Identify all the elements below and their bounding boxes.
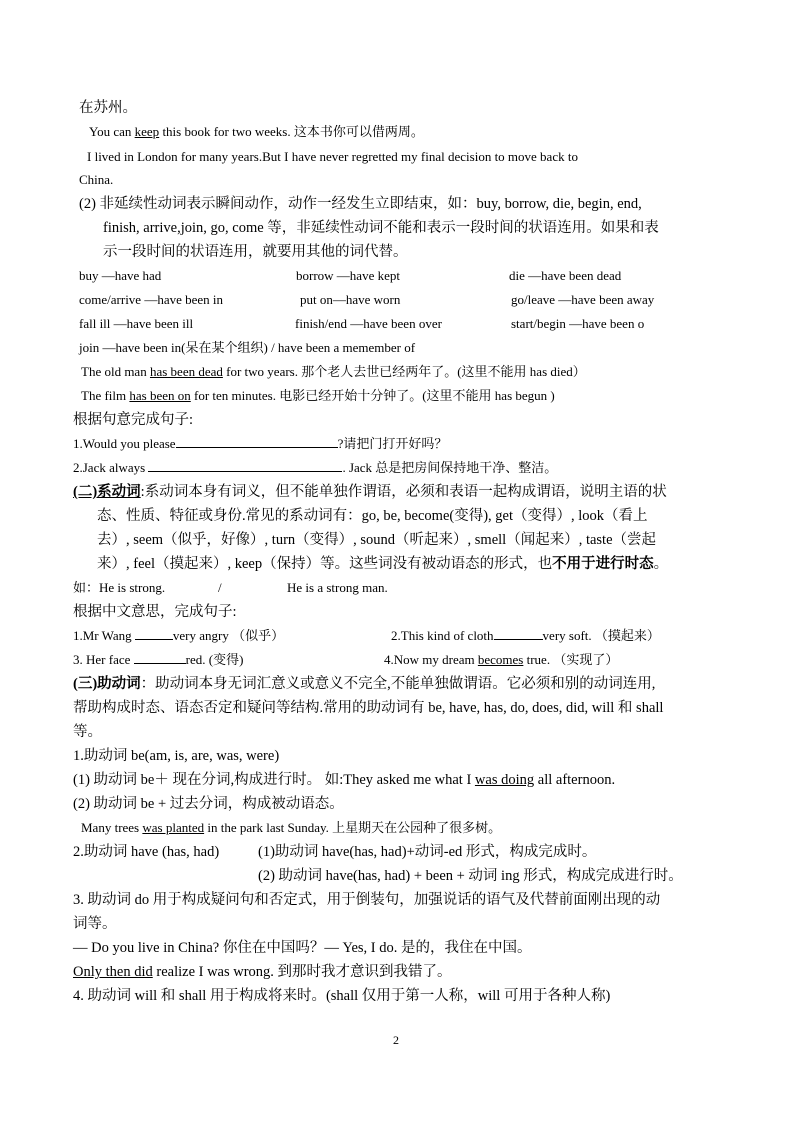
text-line: 示一段时间的状语连用，就要用其他的词代替。: [103, 244, 408, 260]
text-line: 去）, seem（似乎，好像）, turn（变得）, sound（听起来）, smell（闻起来）, taste（尝起: [97, 532, 657, 548]
text-line: (1)助动词 have(has, had)+动词-ed 形式，构成完成时。: [258, 844, 597, 860]
verb-pair: borrow —have kept: [296, 268, 400, 283]
text-line: 帮助构成时态、语态否定和疑问等结构.常用的助动词有 be, have, has, do, does, did, will 和 shall: [73, 700, 664, 716]
answer-blank[interactable]: [494, 626, 543, 640]
subsection-heading: 3. 助动词 do 用于构成疑问句和否定式，用于倒装句，加强说话的语气及代替前面刚出现的动: [73, 892, 661, 908]
example-sentence: — Do you live in China? 你住在中国吗？— Yes, I do. 是的，我住在中国。: [73, 940, 532, 956]
verb-pair: put on—have worn: [300, 292, 401, 307]
section-auxiliary-verbs: (三)助动词：助动词本身无词汇意义或意义不完全,不能单独做谓语。它必须和别的动词连用,: [73, 676, 656, 692]
example-sentence: I lived in London for many years.But I have never regretted my final decision to move back to: [87, 149, 578, 164]
verb-pair: finish/end —have been over: [295, 316, 442, 331]
answer-blank[interactable]: [134, 650, 186, 664]
verb-pair: go/leave —have been away: [511, 292, 655, 307]
text-line: (2) 助动词 have(has, had) + been + 动词 ing 形式，构成完成进行时。: [258, 868, 683, 884]
verb-pair: fall ill —have been ill: [79, 316, 194, 331]
text-line: 词等。: [73, 916, 117, 932]
exercise-item: 2.Jack always . Jack 总是把房间保持地干净、整洁。: [73, 460, 558, 475]
example-sentence: Many trees was planted in the park last Sunday. 上星期天在公园种了很多树。: [81, 820, 502, 835]
answer-blank[interactable]: [135, 626, 173, 640]
text-line: finish, arrive,join, go, come 等，非延续性动词不能和表示一段时间的状语连用。如果和表: [103, 220, 659, 236]
exercise-heading: 根据中文意思，完成句子:: [73, 604, 237, 620]
text-line: China.: [79, 172, 114, 187]
exercise-item: 2.This kind of cloth very soft. （摸起来）: [391, 628, 660, 643]
verb-pair: die —have been dead: [509, 268, 622, 283]
text-line: 态、性质、特征或身份.常见的系动词有：go, be, become(变得), get（变得）, look（看上: [97, 508, 648, 524]
example-sentence: He is a strong man.: [287, 580, 388, 595]
example-sentence: The film has been on for ten minutes. 电影已经开始十分钟了。(这里不能用 has begun ): [81, 388, 555, 403]
answer-blank[interactable]: [148, 458, 342, 472]
subsection-heading: 4. 助动词 will 和 shall 用于构成将来时。(shall 仅用于第一人称，will 可用于各种人称): [73, 988, 611, 1004]
subsection-heading: 2.助动词 have (has, had): [73, 844, 220, 860]
verb-pair: come/arrive —have been in: [79, 292, 224, 307]
exercise-item: 3. Her face red. (变得): [73, 652, 244, 667]
text-line: (2) 助动词 be + 过去分词，构成被动语态。: [73, 796, 344, 812]
page-number: 2: [393, 1033, 399, 1047]
exercise-item: 1.Would you please ?请把门打开好吗？: [73, 436, 448, 451]
text-line: 等。: [73, 724, 102, 740]
text-line: (1) 助动词 be＋ 现在分词,构成进行时。 如:They asked me what I was doing all afternoon.: [73, 772, 616, 788]
exercise-item: 1.Mr Wang very angry （似乎）: [73, 628, 285, 643]
section-linking-verbs: (二)系动词:系动词本身有词义，但不能单独作谓语，必须和表语一起构成谓语，说明主语的状: [73, 484, 667, 500]
exercise-item: 4.Now my dream becomes true. （实现了）: [384, 652, 619, 667]
verb-pair: buy —have had: [79, 268, 162, 283]
answer-blank[interactable]: [176, 434, 338, 448]
subsection-heading: 1.助动词 be(am, is, are, was, were): [73, 748, 280, 764]
example-sentence: Only then did realize I was wrong. 到那时我才意识到我错了。: [73, 964, 452, 980]
text-line: 在苏州。: [79, 100, 137, 116]
example-sentence: 如：He is strong.: [73, 580, 166, 595]
example-sentence: You can keep this book for two weeks. 这本书你可以借两周。: [89, 124, 424, 139]
verb-pair: join —have been in(呆在某个组织) / have been a memember of: [79, 340, 416, 355]
example-sentence: The old man has been dead for two years. 那个老人去世已经两年了。(这里不能用 has died）: [81, 364, 586, 379]
text-line: 来）, feel（摸起来）, keep（保持）等。这些词没有被动语态的形式，也不用于进行时态。: [97, 556, 669, 572]
verb-pair: start/begin —have been o: [511, 316, 645, 331]
exercise-heading: 根据句意完成句子:: [73, 412, 194, 428]
section-point-2: (2) 非延续性动词表示瞬间动作，动作一经发生立即结束，如：buy, borrow, die, begin, end,: [79, 196, 642, 212]
separator: /: [218, 580, 222, 595]
